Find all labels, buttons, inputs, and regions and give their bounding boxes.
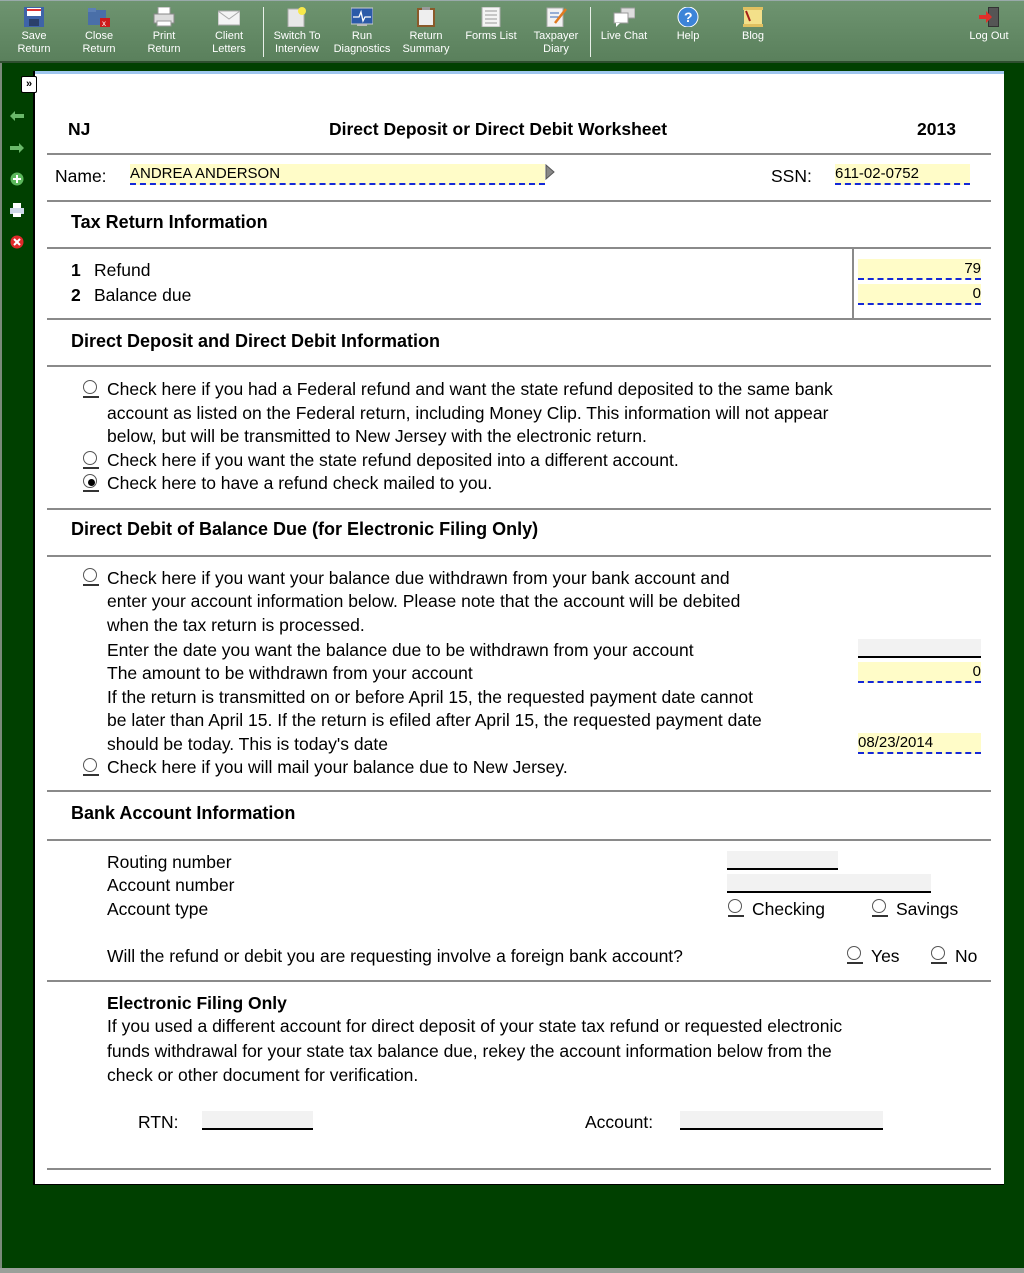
exit-door-icon — [978, 7, 1000, 27]
divider — [47, 247, 991, 249]
back-arrow-icon[interactable] — [10, 109, 24, 123]
efile-account-field[interactable] — [680, 1111, 883, 1130]
window-bottom-border — [0, 1268, 1024, 1273]
foreign-account-question: Will the refund or debit you are requesting involve a foreign bank account? — [107, 946, 683, 966]
left-rail — [0, 63, 32, 1273]
print-return-button[interactable]: Print Return — [140, 5, 188, 61]
folder-close-icon — [88, 7, 110, 27]
forms-list-button[interactable]: Forms List — [462, 5, 520, 61]
different-account-radio[interactable] — [83, 451, 98, 469]
notepad-pencil-icon — [545, 7, 567, 27]
switch-to-interview-button[interactable]: Switch To Interview — [270, 5, 324, 61]
foreign-no-radio[interactable] — [931, 946, 946, 964]
efile-heading: Electronic Filing Only — [107, 993, 287, 1013]
payment-note-2: be later than April 15. If the return is efiled after April 15, the requested payment date — [107, 710, 762, 730]
foreign-yes-radio[interactable] — [847, 946, 862, 964]
name-label: Name: — [55, 166, 107, 186]
interview-page-icon — [286, 7, 308, 27]
forward-arrow-icon[interactable] — [10, 141, 24, 155]
payment-note-1: If the return is transmitted on or before April 15, the requested payment date cannot — [107, 687, 753, 707]
efile-text-2: funds withdrawal for your state tax balance due, rekey the account information below from the — [107, 1041, 832, 1061]
print-icon[interactable] — [10, 203, 24, 217]
foreign-no-label: No — [955, 946, 978, 966]
divider — [47, 365, 991, 367]
rtn-field[interactable] — [202, 1111, 313, 1130]
name-field[interactable]: ANDREA ANDERSON — [130, 164, 545, 185]
ssn-label: SSN: — [771, 166, 812, 186]
document-list-icon — [480, 7, 502, 27]
routing-number-label: Routing number — [107, 852, 232, 872]
mail-balance-radio[interactable] — [83, 758, 98, 776]
taxpayer-diary-button[interactable]: Taxpayer Diary — [530, 5, 582, 61]
mail-check-radio[interactable] — [83, 474, 98, 492]
toolbar-separator — [263, 7, 264, 57]
line-2-label: Balance due — [94, 285, 192, 305]
withdraw-text-1: Check here if you want your balance due withdrawn from your bank account and — [107, 568, 730, 588]
divider — [47, 1168, 991, 1170]
account-type-label: Account type — [107, 899, 209, 919]
divider — [47, 790, 991, 792]
withdraw-text-2: enter your account information below. Please note that the account will be debited — [107, 591, 741, 611]
different-account-label: Check here if you want the state refund deposited into a different account. — [107, 450, 679, 470]
printer-icon — [153, 7, 175, 27]
line-1-number: 1 — [71, 260, 81, 280]
rtn-label: RTN: — [138, 1112, 179, 1132]
section-tax-return-info: Tax Return Information — [71, 212, 268, 232]
blog-button[interactable]: Blog — [729, 5, 777, 61]
live-chat-button[interactable]: Live Chat — [596, 5, 652, 61]
page-top-accent — [35, 71, 1004, 74]
same-account-text-2: account as listed on the Federal return, including Money Clip. This information will not appear — [107, 403, 829, 423]
withdraw-balance-radio[interactable] — [83, 568, 98, 586]
svg-text:x: x — [102, 19, 106, 27]
expand-panel-button[interactable]: » — [21, 76, 37, 93]
divider — [47, 318, 991, 320]
chat-bubbles-icon — [613, 7, 635, 27]
divider — [47, 839, 991, 841]
withdraw-text-3: when the tax return is processed. — [107, 615, 365, 635]
column-divider — [852, 248, 854, 318]
efile-account-label: Account: — [585, 1112, 654, 1132]
ssn-field[interactable]: 611-02-0752 — [835, 164, 970, 185]
withdraw-amount-field[interactable]: 0 — [858, 662, 981, 683]
clipboard-icon — [415, 7, 437, 27]
savings-label: Savings — [896, 899, 959, 919]
account-number-field[interactable] — [727, 874, 931, 893]
divider — [47, 508, 991, 510]
run-diagnostics-button[interactable]: Run Diagnostics — [332, 5, 392, 61]
withdraw-date-field[interactable] — [858, 639, 981, 658]
line-2-number: 2 — [71, 285, 81, 305]
foreign-yes-label: Yes — [871, 946, 900, 966]
line-1-label: Refund — [94, 260, 151, 280]
refund-field[interactable]: 79 — [858, 259, 981, 280]
divider — [47, 555, 991, 557]
todays-date-field[interactable]: 08/23/2014 — [858, 733, 981, 754]
same-account-radio[interactable] — [83, 380, 98, 398]
efile-text-3: check or other document for verification. — [107, 1065, 419, 1085]
state-code: NJ — [68, 119, 91, 139]
efile-text-1: If you used a different account for direct deposit of your state tax refund or requested electronic — [107, 1016, 843, 1036]
add-icon[interactable] — [10, 172, 24, 186]
help-button[interactable]: ? Help — [676, 9, 700, 42]
withdraw-amount-label: The amount to be withdrawn from your account — [107, 663, 473, 683]
toolbar-separator — [590, 7, 591, 57]
checking-label: Checking — [752, 899, 825, 919]
same-account-text-3: below, but will be transmitted to New Jersey with the electronic return. — [107, 426, 647, 446]
mail-balance-label: Check here if you will mail your balance due to New Jersey. — [107, 757, 568, 777]
floppy-disk-icon — [23, 7, 45, 27]
page-title: Direct Deposit or Direct Debit Worksheet — [329, 119, 668, 139]
svg-text:?: ? — [684, 9, 693, 25]
tax-year: 2013 — [917, 119, 956, 139]
main-toolbar — [0, 1, 1024, 63]
payment-note-3: should be today. This is today's date — [107, 734, 388, 754]
save-return-button[interactable]: Save Return — [10, 5, 58, 61]
same-account-text-1: Check here if you had a Federal refund and want the state refund deposited to the same bank — [107, 379, 833, 399]
client-letters-button[interactable]: Client Letters — [205, 5, 253, 61]
section-bank-info: Bank Account Information — [71, 803, 296, 823]
account-number-label: Account number — [107, 875, 235, 895]
mail-check-label: Check here to have a refund check mailed to you. — [107, 473, 493, 493]
name-expand-arrow-icon[interactable] — [545, 164, 555, 185]
return-summary-button[interactable]: Return Summary — [400, 5, 452, 61]
divider — [47, 980, 991, 982]
withdraw-date-label: Enter the date you want the balance due to be withdrawn from your account — [107, 640, 694, 660]
envelope-icon — [218, 7, 240, 27]
help-question-icon — [677, 7, 699, 27]
section-direct-debit: Direct Debit of Balance Due (for Electronic Filing Only) — [71, 519, 539, 539]
monitor-pulse-icon — [351, 7, 373, 27]
divider — [47, 153, 991, 155]
log-out-button[interactable]: Log Out — [964, 5, 1014, 61]
delete-icon[interactable] — [10, 235, 24, 249]
close-return-button[interactable]: x Close Return — [75, 5, 123, 61]
scroll-quill-icon — [742, 7, 764, 27]
checking-radio[interactable] — [728, 899, 743, 917]
routing-number-field[interactable] — [727, 851, 838, 870]
savings-radio[interactable] — [872, 899, 887, 917]
balance-due-field[interactable]: 0 — [858, 284, 981, 305]
section-deposit-info: Direct Deposit and Direct Debit Information — [71, 331, 441, 351]
worksheet-page — [33, 71, 1004, 1185]
divider — [47, 200, 991, 202]
